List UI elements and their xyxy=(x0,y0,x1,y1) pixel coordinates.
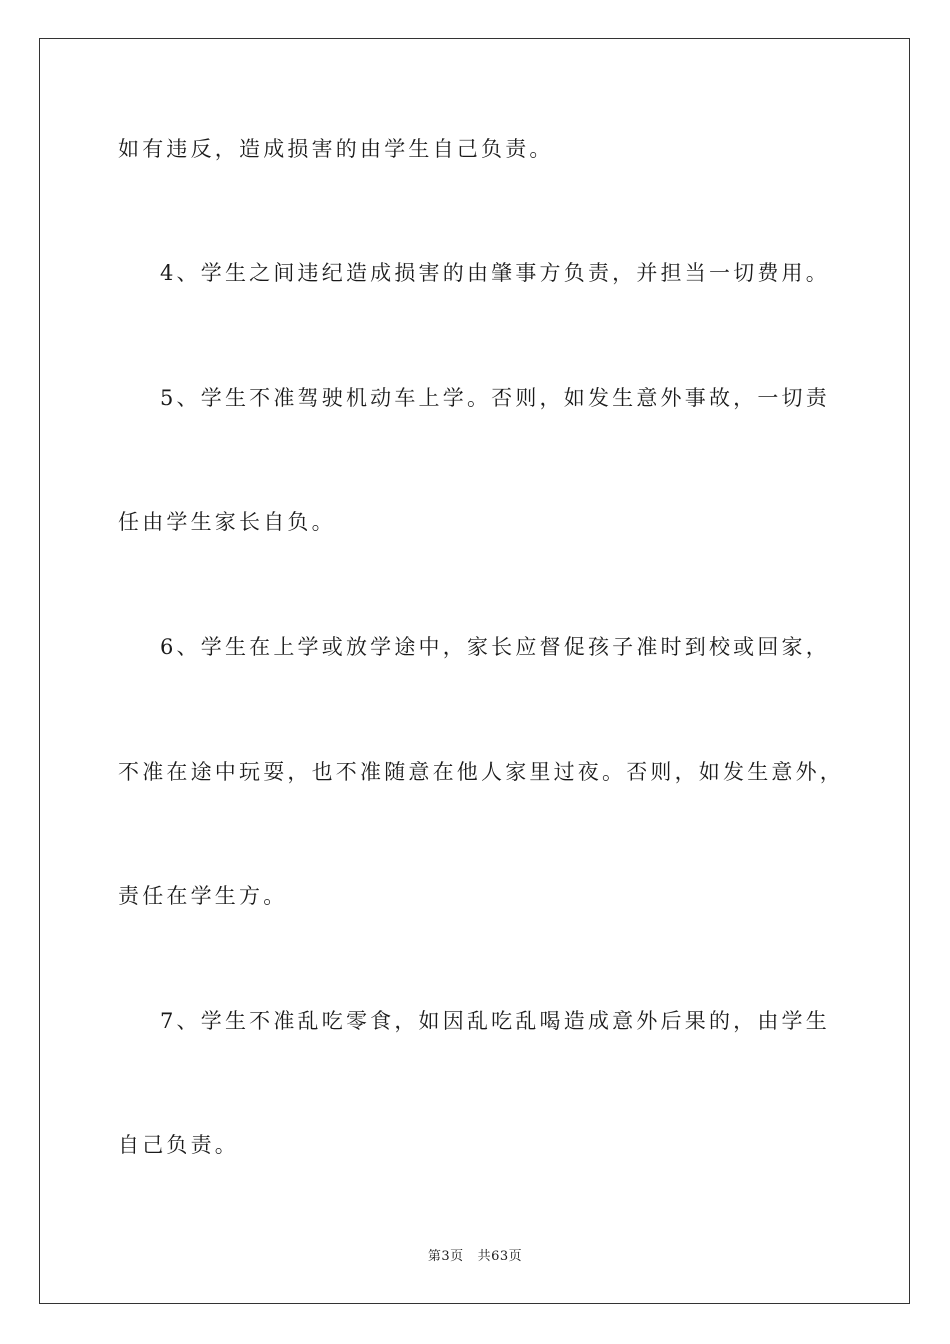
paragraph-line: 责任在学生方。 xyxy=(118,884,288,908)
paragraph-line: 6、学生在上学或放学途中，家长应督促孩子准时到校或回家， xyxy=(160,635,830,659)
page-frame xyxy=(39,38,910,1304)
paragraph-line: 5、学生不准驾驶机动车上学。否则，如发生意外事故，一切责 xyxy=(160,386,830,410)
paragraph-line: 任由学生家长自负。 xyxy=(118,510,336,534)
paragraph-line: 自己负责。 xyxy=(118,1133,239,1157)
paragraph-line: 不准在途中玩耍，也不准随意在他人家里过夜。否则，如发生意外， xyxy=(118,760,844,784)
page-footer xyxy=(0,1248,950,1266)
page-number: 第3页 xyxy=(427,1249,464,1264)
page-total: 共63页 xyxy=(477,1249,523,1264)
paragraph-line: 7、学生不准乱吃零食，如因乱吃乱喝造成意外后果的，由学生 xyxy=(160,1009,830,1033)
paragraph-line: 4、学生之间违纪造成损害的由肇事方负责，并担当一切费用。 xyxy=(160,261,830,285)
paragraph-line: 如有违反，造成损害的由学生自己负责。 xyxy=(118,137,554,161)
